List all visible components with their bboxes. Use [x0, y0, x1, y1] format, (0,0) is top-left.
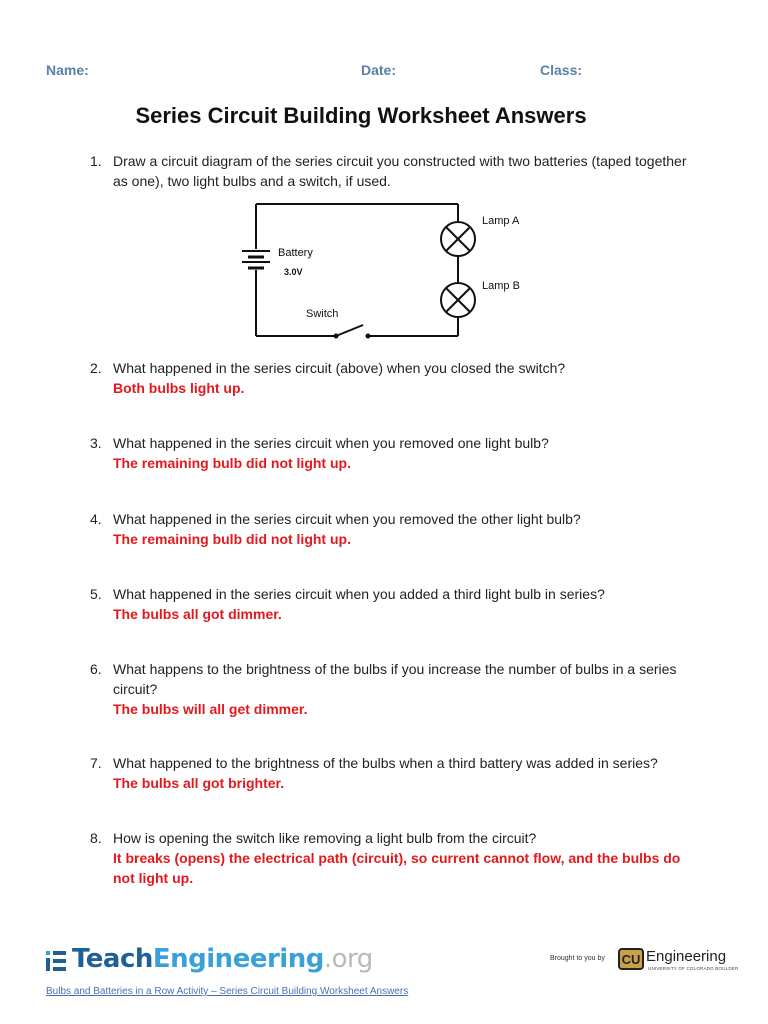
question-number: 3. — [90, 435, 102, 451]
question-number: 8. — [90, 830, 102, 846]
question-5 — [90, 584, 690, 624]
brought-to-you-by: Brought to you by — [550, 955, 605, 962]
answer-text: The bulbs will all get dimmer. — [113, 701, 308, 717]
partner-university-label: UNIVERSITY OF COLORADO BOULDER — [648, 966, 739, 971]
answer-text: The remaining bulb did not light up. — [113, 531, 351, 547]
battery-symbol — [242, 251, 270, 268]
date-label: Date: — [361, 62, 397, 78]
question-2 — [90, 358, 690, 398]
question-number: 2. — [90, 360, 102, 376]
lamp-a-symbol — [441, 222, 475, 256]
svg-text:CU: CU — [621, 952, 641, 967]
question-number: 5. — [90, 586, 102, 602]
question-text: What happened in the series circuit when you removed one light bulb? — [113, 435, 549, 451]
cu-boulder-logo-icon — [618, 946, 644, 972]
name-label: Name: — [46, 62, 89, 78]
question-7 — [90, 753, 690, 793]
lamp-b-label: Lamp B — [482, 280, 520, 292]
question-6 — [90, 659, 690, 719]
footer-activity-link[interactable]: Bulbs and Batteries in a Row Activity – Series Circuit Building Worksheet Answers — [46, 986, 409, 997]
class-label: Class: — [540, 62, 583, 78]
logo-text-engineering: Engineering — [152, 944, 324, 974]
logo-text-org: .org — [323, 944, 373, 974]
answer-text: Both bulbs light up. — [113, 380, 245, 396]
question-text: How is opening the switch like removing a light bulb from the circuit? — [113, 830, 537, 846]
circuit-diagram — [232, 196, 532, 344]
question-text: What happened to the brightness of the bulbs when a third battery was added in series? — [113, 755, 658, 771]
question-text: What happened in the series circuit when you removed the other light bulb? — [113, 511, 581, 527]
logo-text-teach: Teach — [72, 944, 153, 974]
question-4 — [90, 509, 690, 549]
question-8 — [90, 828, 700, 888]
answer-text: The remaining bulb did not light up. — [113, 455, 351, 471]
battery-label: Battery — [278, 247, 313, 259]
lamp-a-label: Lamp A — [482, 215, 520, 227]
switch-label: Switch — [306, 308, 339, 320]
question-text: What happens to the brightness of the bulbs if you increase the number of bulbs in a series circuit? — [113, 661, 677, 697]
question-number: 7. — [90, 755, 102, 771]
question-text: Draw a circuit diagram of the series circuit you constructed with two batteries (taped together as one), two light bulbs and a switch, if used. — [113, 153, 687, 189]
question-text: What happened in the series circuit (above) when you closed the switch? — [113, 360, 566, 376]
page-title: Series Circuit Building Worksheet Answers — [135, 103, 587, 128]
voltage-label: 3.0V — [284, 267, 303, 277]
question-1 — [90, 151, 690, 191]
teachengineering-logo-icon — [46, 951, 68, 971]
teachengineering-logo[interactable] — [72, 944, 373, 974]
question-text: What happened in the series circuit when you added a third light bulb in series? — [113, 586, 605, 602]
question-number: 1. — [90, 153, 102, 169]
lamp-b-symbol — [441, 283, 475, 317]
switch-symbol — [335, 325, 370, 338]
answer-text: The bulbs all got dimmer. — [113, 606, 282, 622]
question-3 — [90, 433, 690, 473]
question-number: 6. — [90, 661, 102, 677]
question-number: 4. — [90, 511, 102, 527]
answer-text: It breaks (opens) the electrical path (circuit), so current cannot flow, and the bulbs do not light up. — [113, 850, 681, 886]
partner-engineering-label: Engineering — [646, 948, 727, 965]
answer-text: The bulbs all got brighter. — [113, 775, 285, 791]
